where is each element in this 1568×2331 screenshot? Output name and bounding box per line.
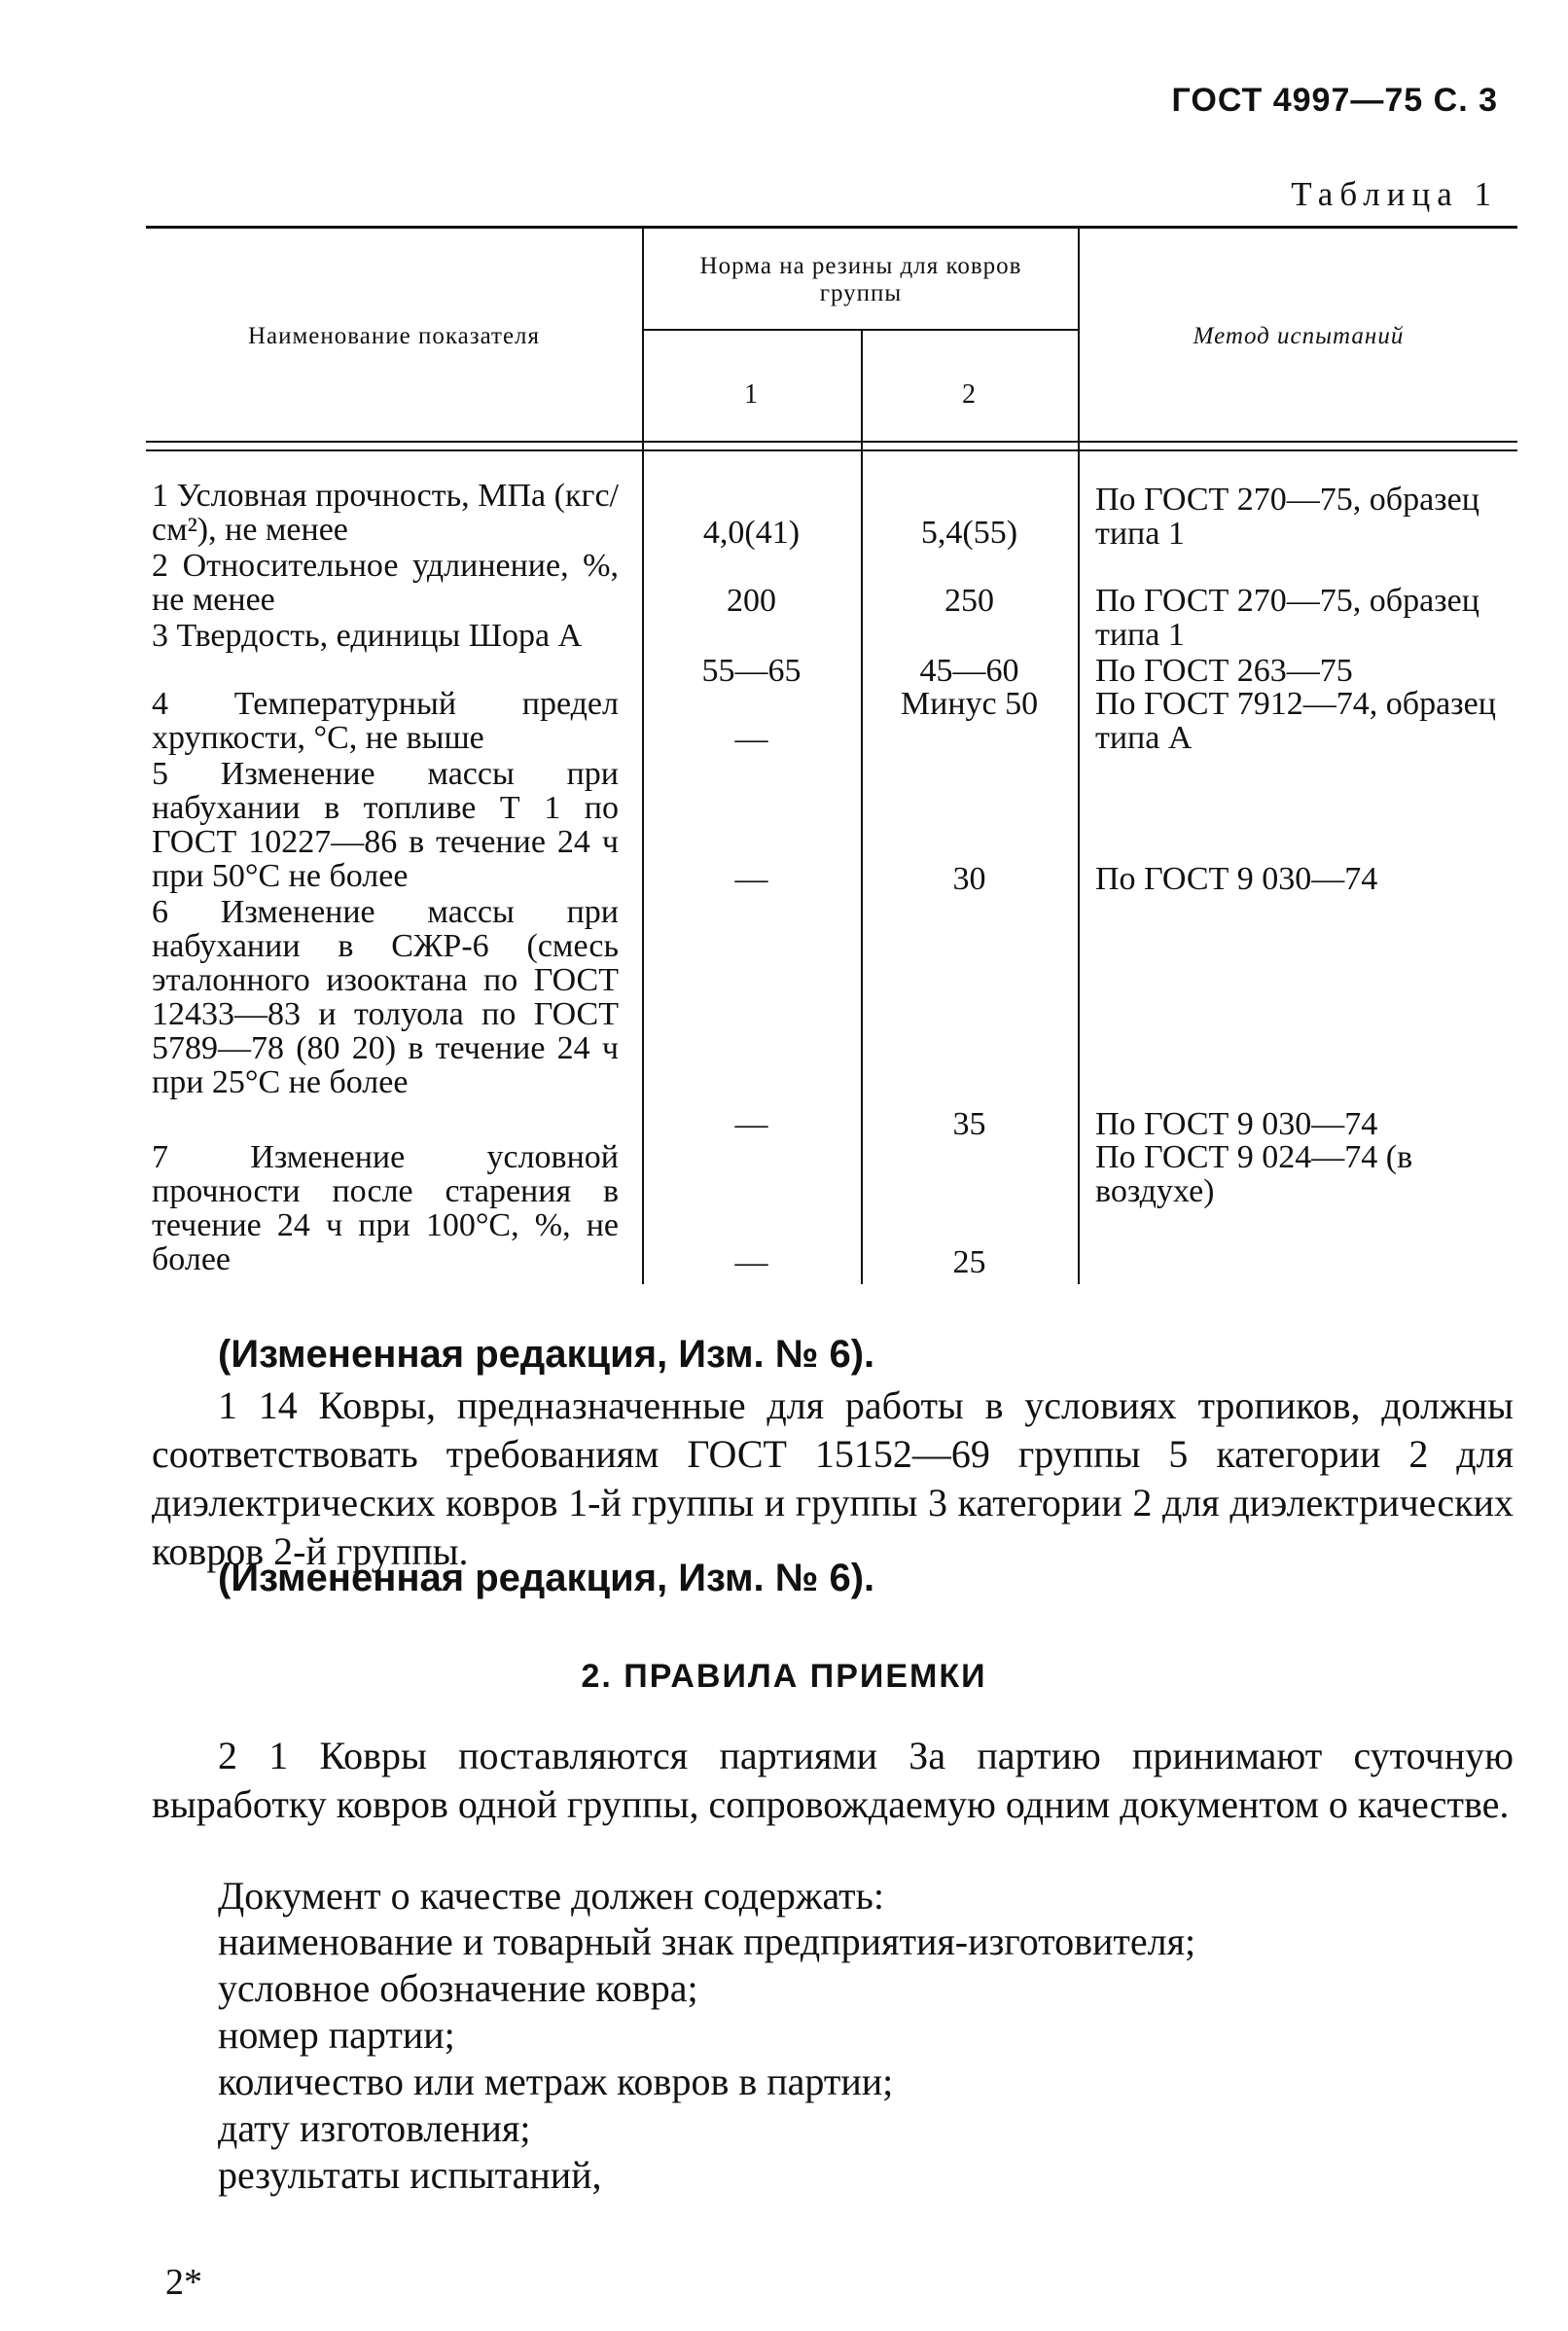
row-method: По ГОСТ 9 024—74 (в воздухе) [1095, 1139, 1413, 1209]
row-name: 1 Условная прочность, МПа (кгс/см²), не менее [152, 478, 619, 548]
list-item: номер партии; [218, 2013, 455, 2057]
page-mark: 2* [165, 2262, 202, 2303]
document-contents-intro: Документ о качестве должен содержать: [218, 1874, 885, 1918]
list-item: наименование и товарный знак предприятия-изготовителя; [218, 1919, 1196, 1963]
column-divider [861, 331, 863, 1284]
row-value-g1: 200 [727, 583, 776, 619]
paragraph-2-1: 2 1 Ковры поставляются партиями За партию принимают суточную выработку ковров одной группы, сопровождаемую одним документом о качестве. [152, 1734, 1514, 1826]
list-item: дату изготовления; [218, 2106, 531, 2150]
header-group-2: 2 [962, 379, 977, 410]
row-value-g1: — [734, 721, 768, 757]
list-item: количество или метраж ковров в партии; [218, 2060, 894, 2103]
row-method: По ГОСТ 270—75, образец типа 1 [1095, 583, 1479, 653]
row-value-g2: 35 [952, 1106, 986, 1142]
row-method: По ГОСТ 270—75, образец типа 1 [1095, 482, 1479, 552]
row-value-g1: — [734, 1244, 768, 1280]
header-group-1: 1 [744, 379, 759, 410]
amendment-note: (Измененная редакция, Изм. № 6). [218, 1557, 875, 1599]
row-name: 4 Температурный предел хрупкости, °С, не выше [152, 686, 619, 756]
document-code: ГОСТ 4997—75 С. 3 [1171, 82, 1498, 119]
table-header-rule [146, 441, 1517, 443]
row-value-g2: 25 [952, 1244, 986, 1280]
row-name: 2 Относительное удлинение, %, не менее [152, 548, 619, 618]
row-value-g2: Минус 50 [900, 686, 1039, 722]
row-name: 5 Изменение массы при набухании в топливе Т 1 по ГОСТ 10227—86 в течение 24 ч при 50°С не более [152, 756, 619, 894]
table-caption: Таблица 1 [1291, 175, 1498, 213]
row-name: 6 Изменение массы при набухании в СЖР-6 (смесь эталонного изооктана по ГОСТ 12433—83 и толуола по ГОСТ 5789—78 (80 20) в течение 24 ч при 25°С не более [152, 894, 619, 1100]
row-value-g2: 45—60 [919, 653, 1019, 689]
row-value-g2: 250 [944, 583, 994, 619]
row-name: 7 Изменение условной прочности после старения в течение 24 ч при 100°С, %, не более [152, 1139, 619, 1277]
row-name: 3 Твердость, единицы Шора А [152, 618, 583, 654]
row-value-g1: — [734, 1106, 768, 1142]
row-value-g2: 30 [952, 861, 986, 897]
column-divider [1078, 228, 1080, 1284]
row-method: По ГОСТ 7912—74, образец типа А [1095, 686, 1496, 756]
section-title: 2. ПРАВИЛА ПРИЕМКИ [581, 1658, 987, 1695]
list-item: результаты испытаний, [218, 2153, 602, 2197]
header-method: Метод испытаний [1193, 323, 1405, 349]
row-value-g1: 55—65 [701, 653, 802, 689]
paragraph-1-14: 1 14 Ковры, предназначенные для работы в условиях тропиков, должны соответствовать требованиям ГОСТ 15152—69 группы 5 категории 2 для диэлектрических ковров 1-й группы и группы 3 категории 2 для диэлектрических ковров 2-й группы. [152, 1383, 1514, 1573]
row-method: По ГОСТ 9 030—74 [1095, 1106, 1378, 1142]
row-value-g1: 4,0(41) [702, 515, 801, 551]
table-header-rule-2 [146, 449, 1517, 451]
norm-divider-rule [642, 329, 1078, 331]
list-item: условное обозначение ковра; [218, 1966, 698, 2010]
header-indicator-name: Наименование показателя [247, 323, 541, 349]
row-method: По ГОСТ 263—75 [1095, 653, 1353, 689]
row-method: По ГОСТ 9 030—74 [1095, 861, 1378, 897]
header-norm: Норма на резины для ковров группы [699, 253, 1022, 306]
amendment-note: (Измененная редакция, Изм. № 6). [218, 1333, 875, 1376]
table-top-rule [146, 226, 1517, 229]
row-value-g2: 5,4(55) [920, 515, 1018, 551]
row-value-g1: — [734, 861, 768, 897]
